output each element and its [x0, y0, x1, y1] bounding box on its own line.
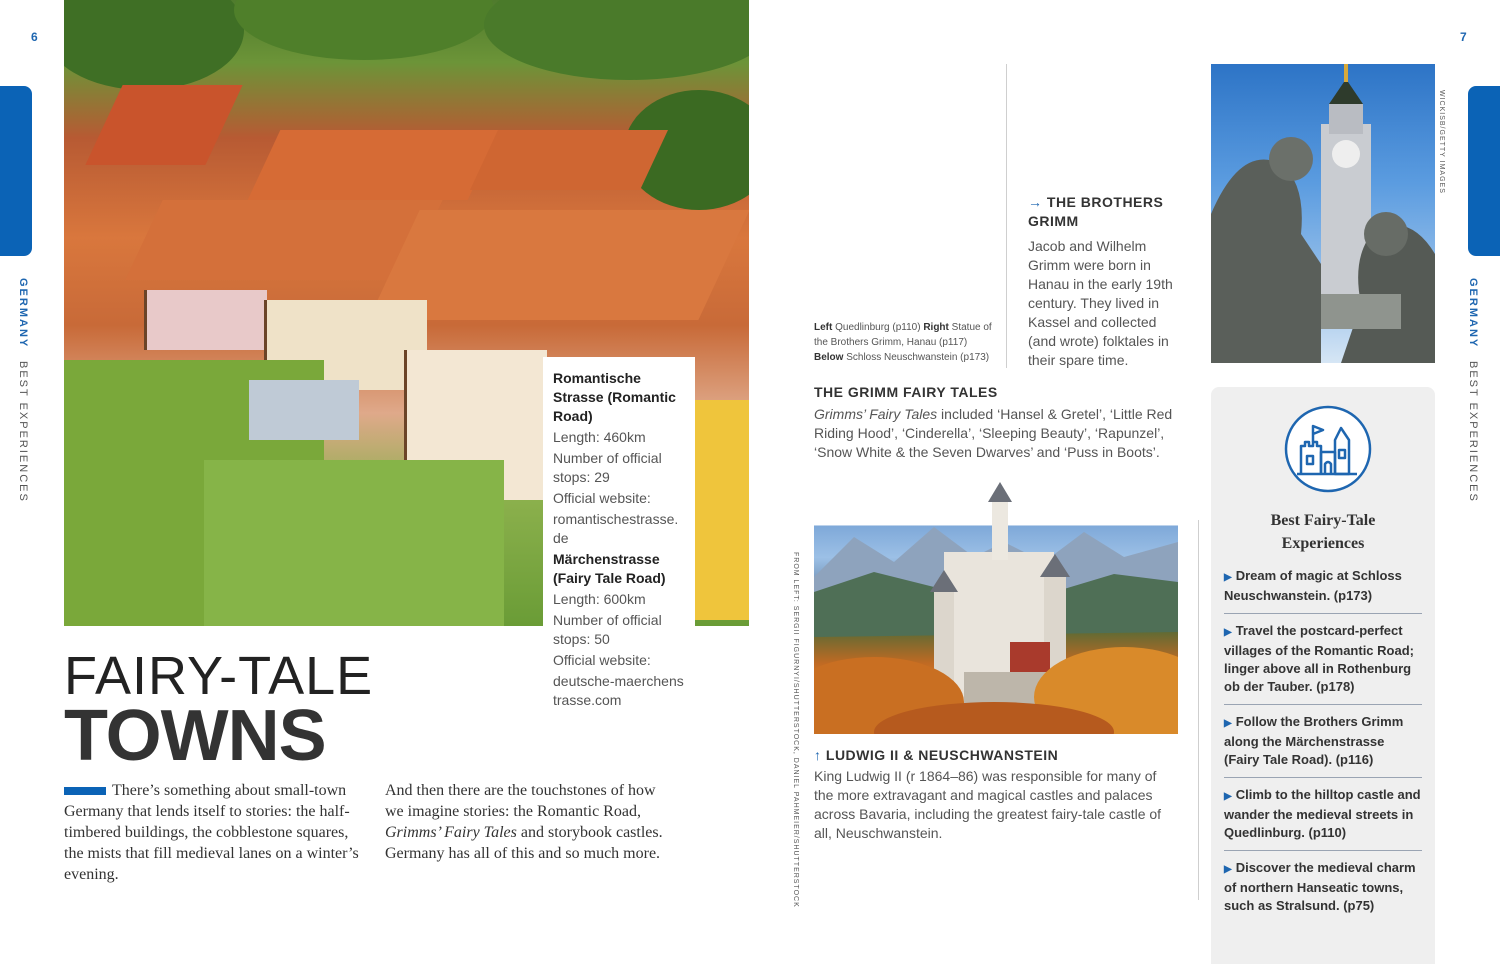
country-label: GERMANY: [1467, 278, 1479, 349]
route2-website: deutsche-maerchenstrasse.com: [553, 673, 684, 708]
left-section-label: [17, 278, 29, 503]
best-experiences-panel: [1211, 387, 1435, 964]
route2-website-label: Official website:: [553, 652, 651, 668]
route2-stops: Number of official stops: 50: [553, 612, 662, 647]
divider-line: [1198, 520, 1199, 900]
brothers-grimm-text: Jacob and Wilhelm Grimm were born in Hanau in the early 19th century. They lived in Kassel and collected (and wrote) folktales in their spare time.: [1028, 238, 1173, 368]
caption-left-text: Quedlinburg (p110): [832, 322, 924, 333]
experience-list: [1224, 559, 1422, 923]
page-title-line2: TOWNS: [64, 696, 326, 776]
photo-credit-left: FROM LEFT: SERGII FIGURNYI/SHUTTERSTOCK, DANIEL PAHMEIER/SHUTTERSTOCK: [792, 552, 799, 908]
triangle-bullet-icon: ▶: [1224, 627, 1232, 638]
intro-column-1: [64, 780, 364, 885]
intro-text-1: There’s something about small-town Germany that lends itself to stories: the half-timbered buildings, the cobblestone squares, the mists that fill medieval lanes on a winter’s evening.: [64, 782, 359, 883]
route1-length: Length: 460km: [553, 429, 646, 445]
country-label: GERMANY: [17, 278, 29, 349]
photo-captions: [814, 320, 994, 365]
list-item: ▶ Climb to the hilltop castle and wander the medieval streets in Quedlinburg. (p110): [1224, 778, 1422, 851]
intro-text-2-italic: Grimms’ Fairy Tales: [385, 824, 517, 841]
brothers-grimm-section: [1028, 193, 1188, 370]
list-item: ▶ Dream of magic at Schloss Neuschwanstein. (p173): [1224, 559, 1422, 614]
caption-right-label: Right: [923, 322, 949, 333]
route1-title: Romantische Strasse (Romantic Road): [553, 370, 676, 424]
route-info-box: [543, 357, 695, 718]
fairy-tales-heading: THE GRIMM FAIRY TALES: [814, 384, 998, 400]
panel-title: Best Fairy-Tale Experiences: [1270, 512, 1376, 552]
triangle-bullet-icon: ▶: [1224, 572, 1232, 583]
fairy-tales-section: [814, 384, 1178, 462]
page-title-line1: FAIRY-TALE: [64, 646, 374, 706]
ludwig-heading: LUDWIG II & NEUSCHWANSTEIN: [825, 747, 1059, 763]
right-side-tab: [1468, 86, 1500, 256]
neuschwanstein-photo: [814, 482, 1178, 734]
page-number-left: 6: [31, 30, 38, 44]
ludwig-text: King Ludwig II (r 1864–86) was responsible for many of the more extravagant and magical castles and palaces across Bavaria, including the greatest fairy-tale castle of all, Neuschwanstein.: [814, 768, 1162, 841]
fairy-tales-title-italic: Grimms’ Fairy Tales: [814, 406, 938, 422]
route1-website-label: Official website:: [553, 490, 651, 506]
list-item: ▶ Follow the Brothers Grimm along the Märchenstrasse (Fairy Tale Road). (p116): [1224, 705, 1422, 778]
arrow-up-icon: ↑: [814, 747, 822, 763]
caption-below-text: Schloss Neuschwanstein (p173): [843, 352, 990, 363]
route2-length: Length: 600km: [553, 591, 646, 607]
brothers-grimm-statue-photo: [1211, 64, 1435, 363]
ludwig-section: [814, 747, 1178, 843]
intro-text-2b: and storybook castles. Germany has all of this and so much more.: [385, 824, 663, 862]
list-item: ▶ Discover the medieval charm of northern Hanseatic towns, such as Stralsund. (p75): [1224, 860, 1416, 913]
photo-credit-right: WICKISB/GETTY IMAGES: [1438, 90, 1445, 194]
section-label: BEST EXPERIENCES: [1467, 361, 1479, 504]
left-side-tab: [0, 86, 32, 256]
triangle-bullet-icon: ▶: [1224, 791, 1232, 802]
triangle-bullet-icon: ▶: [1224, 718, 1232, 729]
caption-right-text: Statue of the Brothers Grimm, Hanau (p117): [814, 322, 992, 348]
section-label: BEST EXPERIENCES: [17, 361, 29, 504]
right-section-label: [1467, 278, 1479, 503]
caption-below-label: Below: [814, 352, 844, 363]
intro-column-2: [385, 780, 675, 864]
fairy-tales-body: included ‘Hansel & Gretel’, ‘Little Red Riding Hood’, ‘Cinderella’, ‘Sleeping Beauty’, ‘Rapunzel’, ‘Snow White & the Seven Dwarves’ and ‘Puss in Boots’.: [814, 406, 1173, 460]
list-item: ▶ Travel the postcard-perfect villages of the Romantic Road; linger above all in Rothenburg ob der Tauber. (p178): [1224, 614, 1422, 705]
caption-left-label: Left: [814, 322, 833, 333]
triangle-bullet-icon: ▶: [1224, 864, 1232, 875]
intro-text-2a: And then there are the touchstones of how we imagine stories: the Romantic Road,: [385, 782, 656, 820]
arrow-right-icon: →: [1028, 194, 1043, 210]
fairy-tales-text: [814, 405, 1178, 462]
page-number-right: 7: [1460, 30, 1467, 44]
route1-stops: Number of official stops: 29: [553, 450, 662, 485]
route2-title: Märchenstrasse (Fairy Tale Road): [553, 551, 666, 586]
accent-bar: [64, 787, 106, 795]
castle-icon: [1283, 404, 1373, 494]
brothers-grimm-heading: THE BROTHERS GRIMM: [1028, 194, 1164, 229]
route1-website: romantischestrasse.de: [553, 511, 679, 546]
divider-line: [1006, 64, 1007, 368]
